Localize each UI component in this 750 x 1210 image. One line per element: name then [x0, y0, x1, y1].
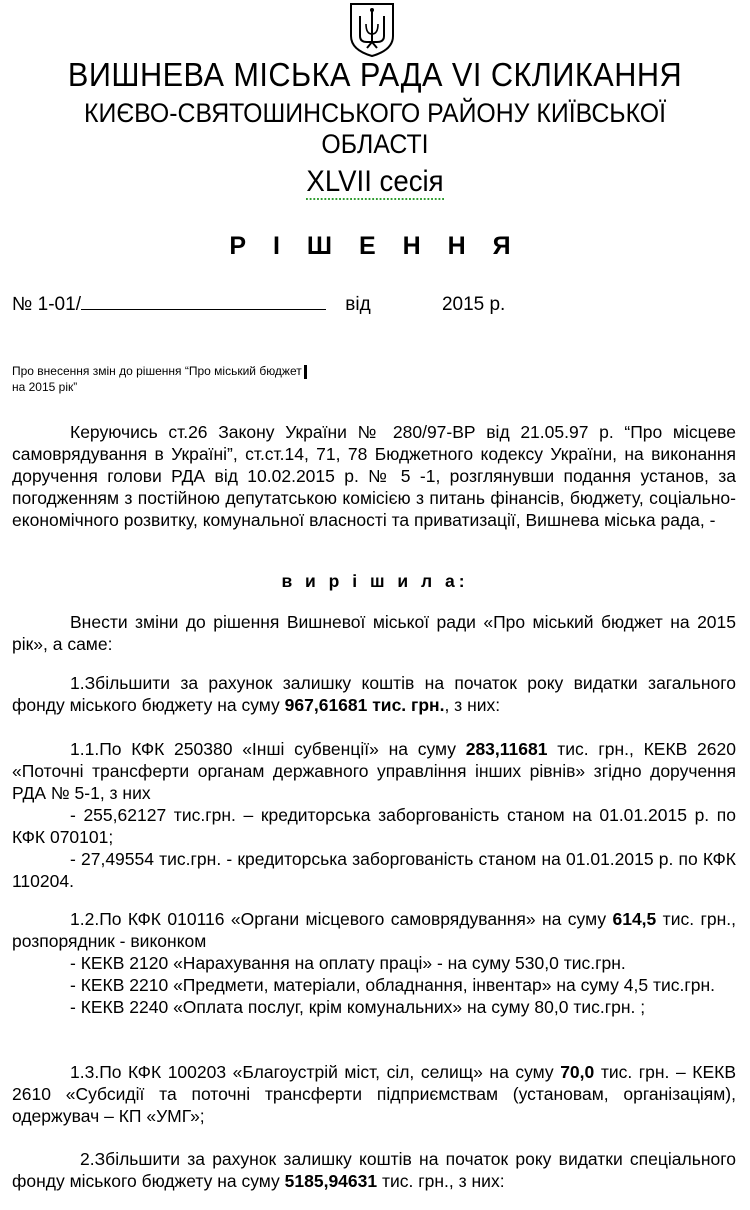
intro-paragraph	[12, 611, 736, 655]
item-1-1-amount: 283,11681	[465, 739, 548, 759]
text-cursor	[304, 365, 307, 379]
preamble-text: Керуючись ст.26 Закону України № 280/97-ВР від 21.05.97 р. “Про місцеве самоврядування в Україні”, ст.ст.14, 71, 78 Бюджетного кодексу України, на виконання доручення голови РДА від 10.02.2015 р. № 5 -1, розглянувши подання установ, за погодженням з постійною депутатською комісією з питань фінансів, бюджету, соціально-економічного розвитку, комунальної власності та приватизації, Вишнева міська рада, -	[12, 422, 736, 530]
item-1-2-text: 1.2.По КФК 010116 «Органи місцевого самоврядування» на суму	[70, 909, 613, 929]
intro-text: Внести зміни до рішення Вишневої міської ради «Про міський бюджет на 2015 рік», а саме:	[12, 612, 736, 654]
item-1-tail: , з них:	[444, 695, 501, 715]
item-1-2-sub-1: - КЕКВ 2120 «Нарахування на оплату праці» - на суму 530,0 тис.грн.	[70, 953, 626, 973]
coat-of-arms-icon	[347, 2, 397, 58]
decision-subject	[12, 363, 372, 395]
subject-line-1: Про внесення змін до рішення “Про міський бюджет	[12, 364, 302, 378]
item-1	[12, 672, 736, 716]
item-1-1-text: 1.1.По КФК 250380 «Інші субвенції» на суму	[70, 739, 466, 759]
item-1-2-amount: 614,5	[612, 909, 657, 929]
subject-line-2: на 2015 рік”	[12, 380, 78, 394]
item-1-1-sub-2: - 27,49554 тис.грн. - кредиторська заборгованість станом на 01.01.2015 р. по КФК 110204.	[12, 849, 736, 891]
session-title	[30, 165, 720, 199]
item-1-text: 1.Збільшити за рахунок залишку коштів на початок року видатки загального фонду міського бюджету на суму	[12, 673, 736, 715]
item-1-3	[12, 1061, 736, 1127]
year-label: 2015 р.	[441, 294, 506, 315]
session-label: XLVII сесія	[306, 165, 444, 198]
document-type: Р І Ш Е Н Н Я	[229, 232, 521, 260]
preamble-paragraph	[12, 421, 736, 531]
item-2	[12, 1148, 736, 1192]
number-prefix: № 1-01/	[12, 294, 81, 315]
district-name: КИЄВО-СВЯТОШИНСЬКОГО РАЙОНУ КИЇВСЬКОЇ ОБЛАСТІ	[83, 98, 666, 159]
item-1-2-text-b: тис. грн., розпорядник - виконком	[12, 909, 736, 951]
item-1-3-text: 1.3.По КФК 100203 «Благоустрій міст, сіл, селищ» на суму	[70, 1062, 561, 1082]
council-name: ВИШНЕВА МІСЬКА РАДА VI СКЛИКАННЯ	[67, 56, 683, 93]
item-1-2-sub-2: - КЕКВ 2210 «Предмети, матеріали, обладнання, інвентар» на суму 4,5 тис.грн.	[70, 975, 715, 995]
item-1-amount: 967,61681 тис. грн.	[284, 695, 445, 715]
item-1-1-sub-1: - 255,62127 тис.грн. – кредиторська заборгованість станом на 01.01.2015 р. по КФК 070101;	[12, 805, 736, 847]
date-from-label: від	[345, 294, 371, 315]
item-2-text: 2.Збільшити за рахунок залишку коштів на початок року видатки спеціального фонду міського бюджету на суму	[12, 1149, 736, 1191]
item-1-3-text-b: тис. грн. – КЕКВ 2610 «Субсидії та поточні трансферти підприємствам (установам, організаціям), одержувач – КП «УМГ»;	[12, 1062, 736, 1126]
item-2-tail: тис. грн., з них:	[377, 1171, 505, 1191]
item-1-2	[12, 908, 736, 1018]
item-1-1-text-b: тис. грн., КЕКВ 2620 «Поточні трансферти органам державного управління інших рівнів» згідно доручення РДА № 5-1, з них	[12, 739, 736, 803]
decision-number-line	[12, 292, 732, 316]
item-1-1	[12, 738, 736, 892]
resolved-heading: в и р і ш и л а:	[281, 571, 469, 591]
item-2-amount: 5185,94631	[284, 1171, 378, 1191]
number-blank	[81, 292, 326, 310]
item-1-2-sub-3: - КЕКВ 2240 «Оплата послуг, крім комунальних» на суму 80,0 тис.грн. ;	[70, 997, 646, 1017]
item-1-3-amount: 70,0	[560, 1062, 595, 1082]
